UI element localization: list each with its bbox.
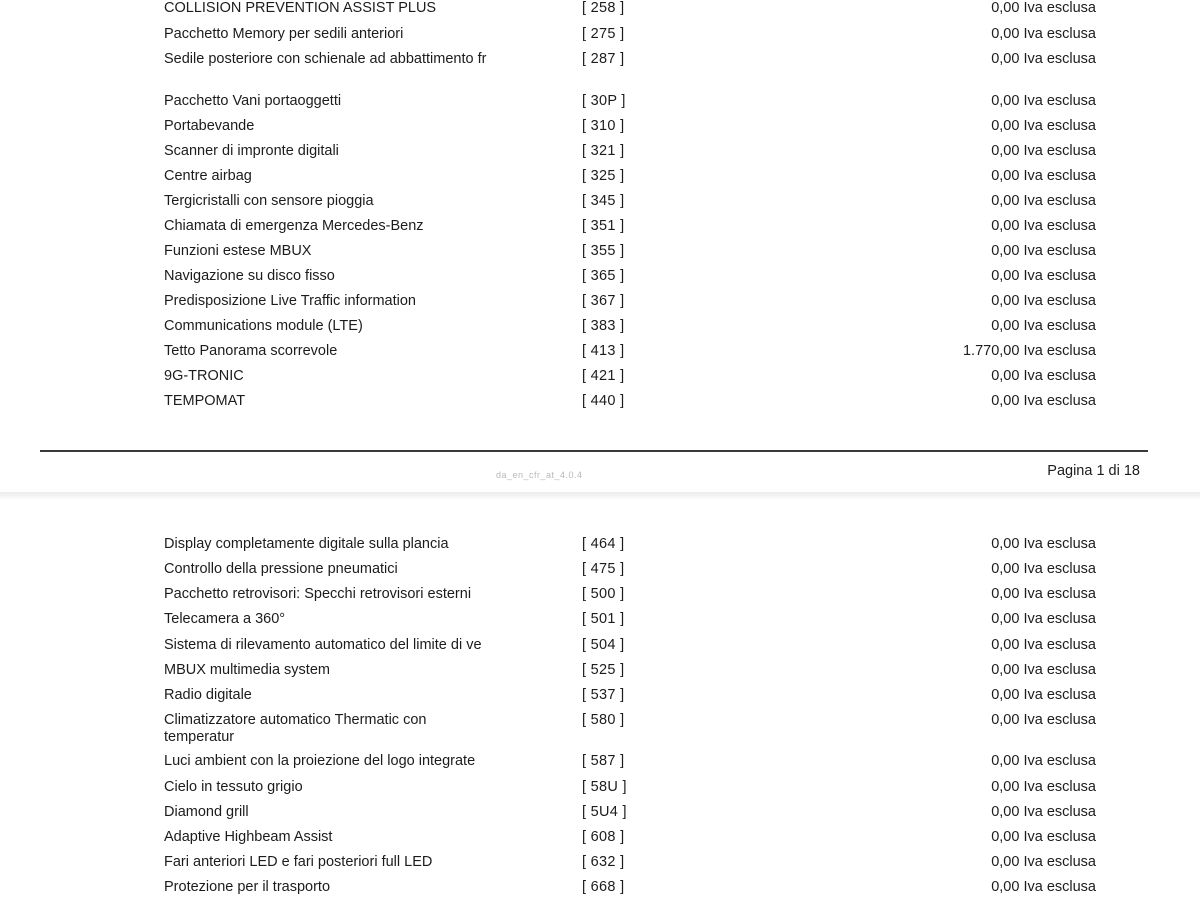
item-description: Funzioni estese MBUX xyxy=(164,243,312,259)
item-price: 0,00 Iva esclusa xyxy=(991,662,1096,678)
item-description: TEMPOMAT xyxy=(164,393,246,409)
item-price: 0,00 Iva esclusa xyxy=(991,753,1096,769)
item-price: 0,00 Iva esclusa xyxy=(991,118,1096,134)
item-code: [ 668 ] xyxy=(582,879,625,895)
item-description: Radio digitale xyxy=(164,687,252,703)
item-description: 9G-TRONIC xyxy=(164,368,244,384)
item-price: 0,00 Iva esclusa xyxy=(991,804,1096,820)
table-row xyxy=(0,712,1200,752)
item-code: [ 355 ] xyxy=(582,243,625,259)
item-description: Sedile posteriore con schienale ad abbattimento fr xyxy=(164,51,487,67)
table-row xyxy=(0,611,1200,636)
table-row xyxy=(0,779,1200,804)
item-price: 0,00 Iva esclusa xyxy=(991,51,1096,67)
item-code: [ 537 ] xyxy=(582,687,625,703)
item-code: [ 321 ] xyxy=(582,143,625,159)
page-number: Pagina 1 di 18 xyxy=(1047,463,1140,479)
item-price: 0,00 Iva esclusa xyxy=(991,0,1096,16)
item-description: Pacchetto Vani portaoggetti xyxy=(164,93,342,109)
item-code: [ 351 ] xyxy=(582,218,625,234)
item-price: 0,00 Iva esclusa xyxy=(991,93,1096,109)
item-price: 0,00 Iva esclusa xyxy=(991,536,1096,552)
table-row xyxy=(0,343,1200,368)
table-row xyxy=(0,51,1200,91)
item-code: [ 58U ] xyxy=(582,779,627,795)
page-2 xyxy=(0,500,1200,900)
table-row xyxy=(0,536,1200,561)
item-description: Protezione per il trasporto xyxy=(164,879,331,895)
item-description: Centre airbag xyxy=(164,168,252,184)
item-code: [ 30P ] xyxy=(582,93,626,109)
table-row xyxy=(0,879,1200,900)
item-code: [ 464 ] xyxy=(582,536,625,552)
item-description: Luci ambient con la proiezione del logo integrate xyxy=(164,753,476,769)
table-row xyxy=(0,637,1200,662)
table-row xyxy=(0,393,1200,418)
item-price: 0,00 Iva esclusa xyxy=(991,168,1096,184)
item-description: Telecamera a 360° xyxy=(164,611,286,627)
item-price: 0,00 Iva esclusa xyxy=(991,393,1096,409)
footer-document-code: da_en_cfr_at_4.0.4 xyxy=(496,470,583,480)
item-code: [ 632 ] xyxy=(582,854,625,870)
item-code: [ 367 ] xyxy=(582,293,625,309)
table-row xyxy=(0,804,1200,829)
item-price: 0,00 Iva esclusa xyxy=(991,879,1096,895)
item-price: 1.770,00 Iva esclusa xyxy=(962,343,1096,359)
item-code: [ 421 ] xyxy=(582,368,625,384)
item-price: 0,00 Iva esclusa xyxy=(991,586,1096,602)
table-row xyxy=(0,143,1200,168)
item-description: Portabevande xyxy=(164,118,255,134)
item-price: 0,00 Iva esclusa xyxy=(991,268,1096,284)
table-row xyxy=(0,218,1200,243)
table-row xyxy=(0,168,1200,193)
table-row xyxy=(0,293,1200,318)
item-description: Pacchetto retrovisori: Specchi retrovisori esterni xyxy=(164,586,472,602)
item-code: [ 365 ] xyxy=(582,268,625,284)
item-description: Pacchetto Memory per sedili anteriori xyxy=(164,26,404,42)
table-row xyxy=(0,662,1200,687)
item-description: Navigazione su disco fisso xyxy=(164,268,335,284)
page-separator xyxy=(0,492,1200,500)
item-code: [ 325 ] xyxy=(582,168,625,184)
table-row xyxy=(0,854,1200,879)
item-code: [ 504 ] xyxy=(582,637,625,653)
item-price: 0,00 Iva esclusa xyxy=(991,687,1096,703)
item-code: [ 345 ] xyxy=(582,193,625,209)
table-row xyxy=(0,318,1200,343)
item-description: Tergicristalli con sensore pioggia xyxy=(164,193,374,209)
item-price: 0,00 Iva esclusa xyxy=(991,561,1096,577)
item-description: Controllo della pressione pneumatici xyxy=(164,561,398,577)
table-row xyxy=(0,193,1200,218)
table-row xyxy=(0,586,1200,611)
item-code: [ 440 ] xyxy=(582,393,625,409)
item-code: [ 501 ] xyxy=(582,611,625,627)
item-code: [ 287 ] xyxy=(582,51,625,67)
table-row xyxy=(0,93,1200,118)
item-code: [ 383 ] xyxy=(582,318,625,334)
footer-divider xyxy=(40,450,1148,452)
item-description: Tetto Panorama scorrevole xyxy=(164,343,338,359)
table-row xyxy=(0,753,1200,778)
item-code: [ 580 ] xyxy=(582,712,625,728)
item-price: 0,00 Iva esclusa xyxy=(991,712,1096,728)
item-description: Cielo in tessuto grigio xyxy=(164,779,303,795)
item-price: 0,00 Iva esclusa xyxy=(991,243,1096,259)
item-price: 0,00 Iva esclusa xyxy=(991,637,1096,653)
table-row xyxy=(0,561,1200,586)
item-description: Scanner di impronte digitali xyxy=(164,143,339,159)
item-description: Communications module (LTE) xyxy=(164,318,363,334)
item-price: 0,00 Iva esclusa xyxy=(991,26,1096,42)
item-price: 0,00 Iva esclusa xyxy=(991,611,1096,627)
item-code: [ 258 ] xyxy=(582,0,625,16)
item-code: [ 475 ] xyxy=(582,561,625,577)
item-description: Adaptive Highbeam Assist xyxy=(164,829,333,845)
item-code: [ 500 ] xyxy=(582,586,625,602)
table-row xyxy=(0,26,1200,51)
item-description: Sistema di rilevamento automatico del limite di ve xyxy=(164,637,482,653)
item-code: [ 608 ] xyxy=(582,829,625,845)
item-price: 0,00 Iva esclusa xyxy=(991,779,1096,795)
item-code: [ 587 ] xyxy=(582,753,625,769)
item-description: Display completamente digitale sulla plancia xyxy=(164,536,449,552)
table-row xyxy=(0,118,1200,143)
item-code: [ 275 ] xyxy=(582,26,625,42)
item-price: 0,00 Iva esclusa xyxy=(991,293,1096,309)
item-description: MBUX multimedia system xyxy=(164,662,330,678)
item-description: Diamond grill xyxy=(164,804,249,820)
item-price: 0,00 Iva esclusa xyxy=(991,143,1096,159)
item-code: [ 5U4 ] xyxy=(582,804,627,820)
item-description: COLLISION PREVENTION ASSIST PLUS xyxy=(164,0,437,16)
item-code: [ 310 ] xyxy=(582,118,625,134)
item-price: 0,00 Iva esclusa xyxy=(991,318,1096,334)
table-row xyxy=(0,243,1200,268)
item-description: Chiamata di emergenza Mercedes-Benz xyxy=(164,218,424,234)
table-row xyxy=(0,0,1200,25)
item-description: Fari anteriori LED e fari posteriori full LED xyxy=(164,854,433,870)
item-price: 0,00 Iva esclusa xyxy=(991,218,1096,234)
item-code: [ 525 ] xyxy=(582,662,625,678)
table-row xyxy=(0,829,1200,854)
table-row xyxy=(0,687,1200,712)
table-row xyxy=(0,268,1200,293)
item-description: Predisposizione Live Traffic information xyxy=(164,293,416,309)
item-price: 0,00 Iva esclusa xyxy=(991,829,1096,845)
item-price: 0,00 Iva esclusa xyxy=(991,368,1096,384)
item-price: 0,00 Iva esclusa xyxy=(991,193,1096,209)
table-row xyxy=(0,368,1200,393)
item-description: Climatizzatore automatico Thermatic con temperatur xyxy=(164,712,427,745)
item-code: [ 413 ] xyxy=(582,343,625,359)
item-price: 0,00 Iva esclusa xyxy=(991,854,1096,870)
